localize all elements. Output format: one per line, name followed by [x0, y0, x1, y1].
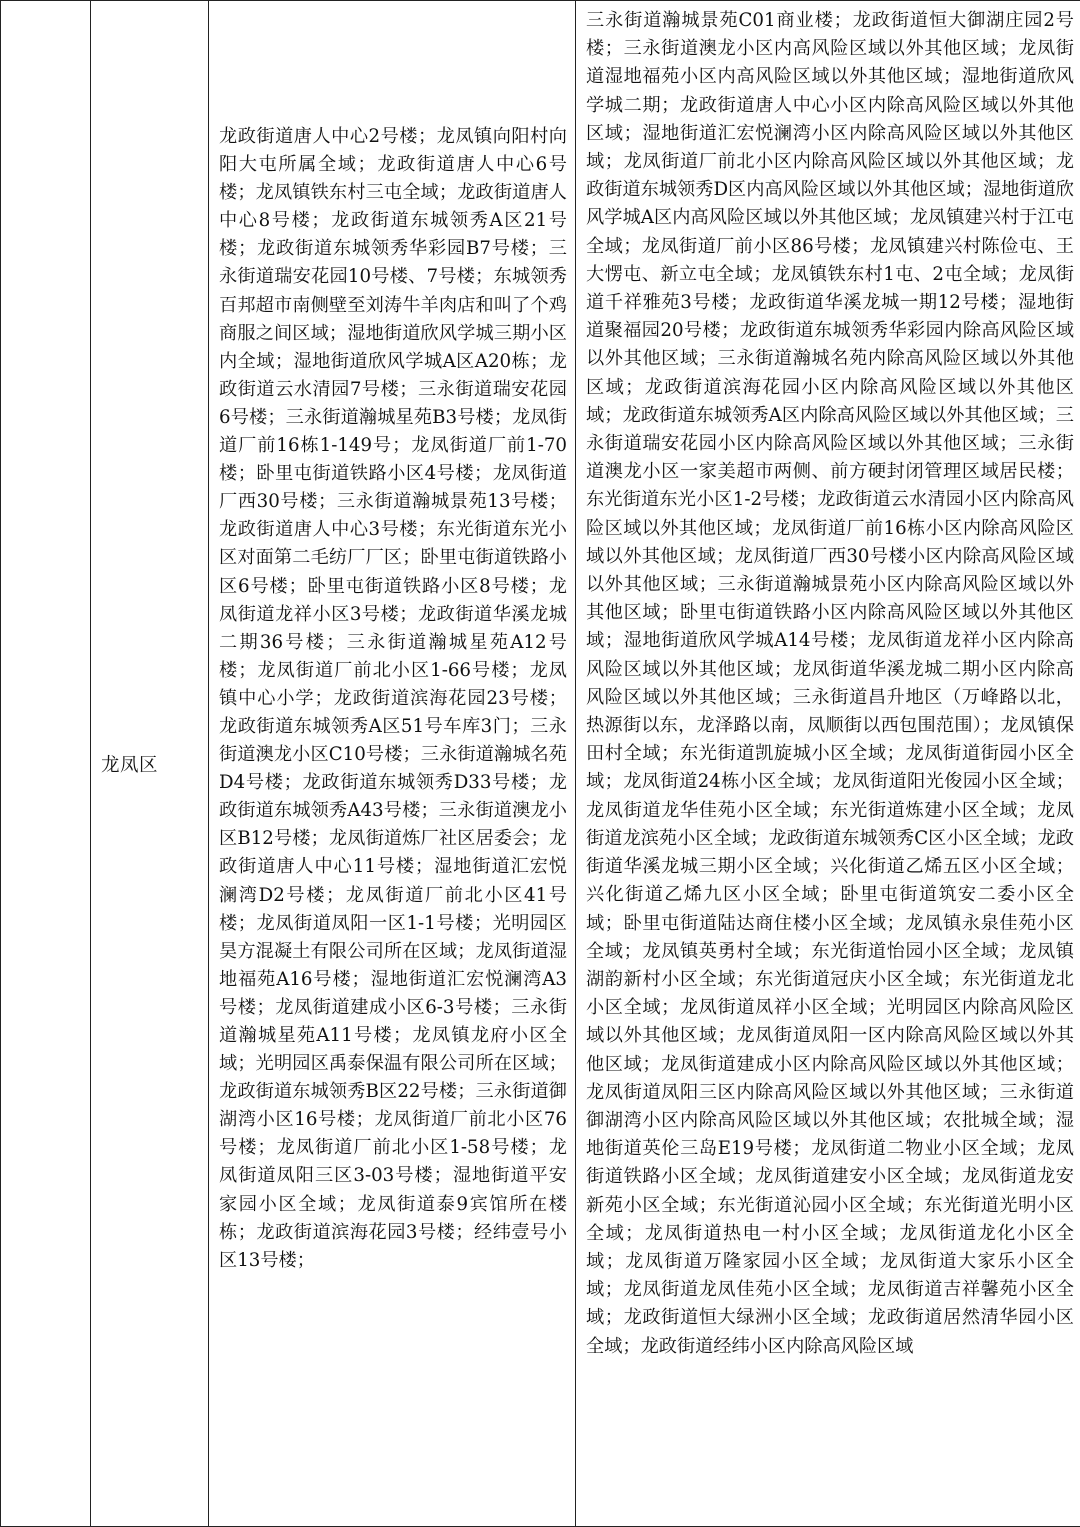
areas-list-a: 龙政街道唐人中心2号楼；龙凤镇向阳村向阳大屯所属全域；龙政街道唐人中心6号楼；龙凤镇铁东村三屯全域；龙政街道唐人中心8号楼；龙政街道东城领秀A区21号楼；龙政街道东城领秀华彩园B7号楼；三永街道瑞安花园10号楼、7号楼；东城领秀百邦超市南侧壁至刘涛牛羊肉店和叫了个鸡商服之间区域；湿地街道欣风学城三期小区内全域；湿地街道欣风学城A区A20栋；龙政街道云水清园7号楼；三永街道瑞安花园6号楼；三永街道瀚城星苑B3号楼；龙凤街道厂前16栋1-149号；龙凤街道厂前1-70楼；卧里屯街道铁路小区4号楼；龙凤街道厂西30号楼；三永街道瀚城景苑13号楼；龙政街道唐人中心3号楼；东光街道东光小区对面第二毛纺厂厂区；卧里屯街道铁路小区6号楼；卧里屯街道铁路小区8号楼；龙凤街道龙祥小区3号楼；龙政街道华溪龙城二期36号楼；三永街道瀚城星苑A12号楼；龙凤街道厂前北小区1-66号楼；龙凤镇中心小学；龙政街道滨海花园23号楼；龙政街道东城领秀A区51号车库3门；三永街道澳龙小区C10号楼；三永街道瀚城名苑D4号楼；龙政街道东城领秀D33号楼；龙政街道东城领秀A43号楼；三永街道澳龙小区B12号楼；龙凤街道炼厂社区居委会；龙政街道唐人中心11号楼；湿地街道汇宏悦澜湾D2号楼；龙凤街道厂前北小区41号楼；龙凤街道凤阳一区1-1号楼；光明园区昊方混凝土有限公司所在区域；龙凤街道湿地福苑A16号楼；湿地街道汇宏悦澜湾A3号楼；龙凤街道建成小区6-3号楼；三永街道瀚城星苑A11号楼；龙凤镇龙府小区全域；光明园区禹泰保温有限公司所在区域；龙政街道东城领秀B区22号楼；三永街道御湖湾小区16号楼；龙凤街道厂前北小区76号楼；龙凤街道厂前北小区1-58号楼；龙凤街道凤阳三区3-03号楼；湿地街道平安家园小区全域；龙凤街道泰9宾馆所在楼栋；龙政街道滨海花园3号楼；经纬壹号小区13号楼；: [219, 126, 567, 1271]
areas-list-b: 三永街道瀚城景苑C01商业楼；龙政街道恒大御湖庄园2号楼；三永街道澳龙小区内高风险区域以外其他区域；龙凤街道湿地福苑小区内高风险区域以外其他区域；湿地街道欣风学城二期；龙政街道唐人中心小区内除高风险区域以外其他区域；湿地街道汇宏悦澜湾小区内除高风险区域以外其他区域；龙凤街道厂前北小区内除高风险区域以外其他区域；龙政街道东城领秀D区内高风险区域以外其他区域；湿地街道欣风学城A区内高风险区域以外其他区域；龙凤镇建兴村于江屯全域；龙凤街道厂前小区86号楼；龙凤镇建兴村陈俭屯、王大愣屯、新立屯全域；龙凤镇铁东村1屯、2屯全域；龙凤街道千祥雅苑3号楼；龙政街道华溪龙城一期12号楼；湿地街道聚福园20号楼；龙政街道东城领秀华彩园内除高风险区域以外其他区域；三永街道瀚城名苑内除高风险区域以外其他区域；龙政街道滨海花园小区内除高风险区域以外其他区域；龙政街道东城领秀A区内除高风险区域以外其他区域；三永街道瑞安花园小区内除高风险区域以外其他区域；三永街道澳龙小区一家美超市两侧、前方硬封闭管理区域居民楼；东光街道东光小区1-2号楼；龙政街道云水清园小区内除高风险区域以外其他区域；龙凤街道厂前16栋小区内除高风险区域以外其他区域；龙凤街道厂西30号楼小区内除高风险区域以外其他区域；三永街道瀚城景苑小区内除高风险区域以外其他区域；卧里屯街道铁路小区内除高风险区域以外其他区域；湿地街道欣风学城A14号楼；龙凤街道龙祥小区内除高风险区域以外其他区域；龙凤街道华溪龙城二期小区内除高风险区域以外其他区域；三永街道昌升地区（万峰路以北，热源街以东，龙泽路以南，凤顺街以西包围范围）；龙凤镇保田村全域；东光街道凯旋城小区全域；龙凤街道街园小区全域；龙凤街道24栋小区全域；龙凤街道阳光俊园小区全域；龙凤街道龙华佳苑小区全域；东光街道炼建小区全域；龙凤街道龙滨苑小区全域；龙政街道东城领秀C区小区全域；龙政街道华溪龙城三期小区全域；兴化街道乙烯五区小区全域；兴化街道乙烯九区小区全域；卧里屯街道筑安二委小区全域；卧里屯街道陆达商住楼小区全域；龙凤镇永泉佳苑小区全域；龙凤镇英勇村全域；东光街道怡园小区全域；龙凤镇湖韵新村小区全域；东光街道冠庆小区全域；东光街道龙北小区全域；龙凤街道凤祥小区全域；光明园区内除高风险区域以外其他区域；龙凤街道凤阳一区内除高风险区域以外其他区域；龙凤街道建成小区内除高风险区域以外其他区域；龙凤街道凤阳三区内除高风险区域以外其他区域；三永街道御湖湾小区内除高风险区域以外其他区域；农批城全域；湿地街道英伦三岛E19号楼；龙凤街道二物业小区全域；龙凤街道铁路小区全域；龙凤街道建安小区全域；龙凤街道龙安新苑小区全域；东光街道沁园小区全域；东光街道光明小区全域；龙凤街道热电一村小区全域；龙凤街道龙化小区全域；龙凤街道万隆家园小区全域；龙凤街道大家乐小区全域；龙凤街道龙凤佳苑小区全域；龙凤街道吉祥馨苑小区全域；龙政街道恒大绿洲小区全域；龙政街道居然清华园小区全域；龙政街道经纬小区内除高风险区域: [586, 10, 1074, 1357]
index-cell: [1, 1, 91, 1527]
district-name: 龙凤区: [101, 754, 159, 776]
district-cell: [91, 1, 209, 1527]
areas-cell-b: [576, 1, 1080, 1527]
areas-cell-a: [209, 1, 576, 1527]
table-row: [1, 1, 1080, 1527]
